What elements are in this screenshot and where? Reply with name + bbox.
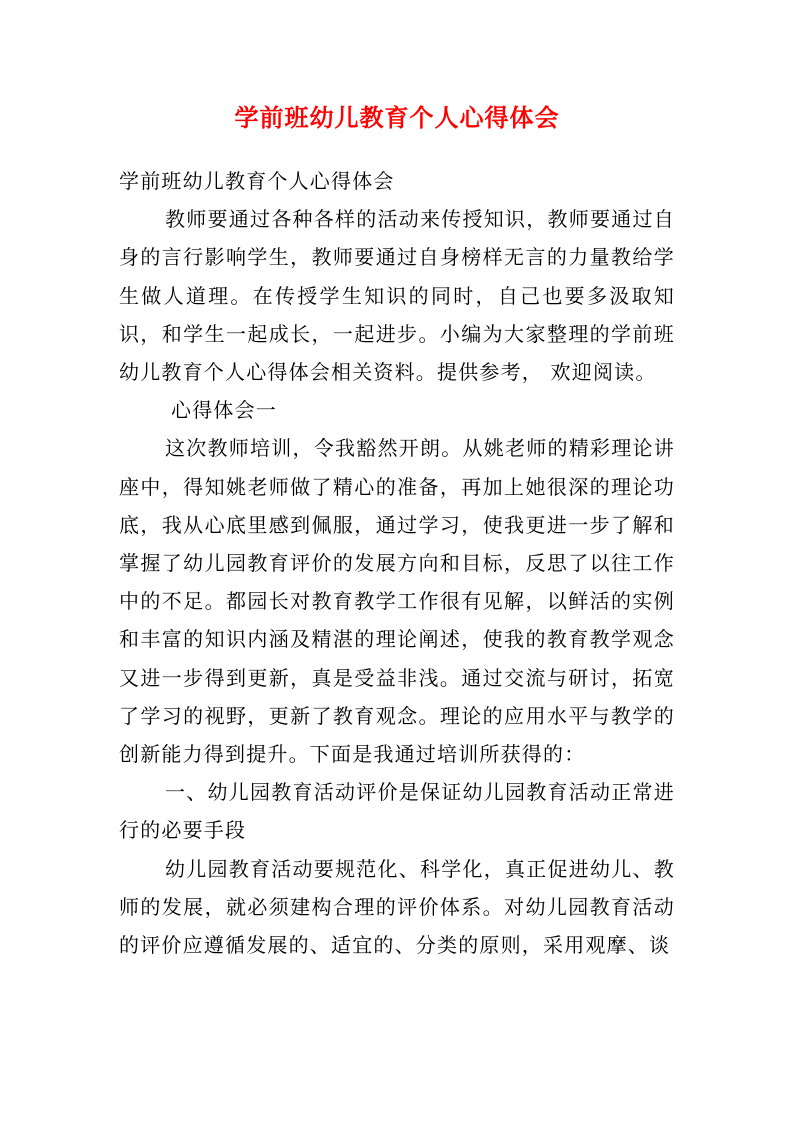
intro-paragraph: 教师要通过各种各样的活动来传授知识，教师要通过自身的言行影响学生，教师要通过自身榜样无言的力量教给学生做人道理。在传授学生知识的同时，自己也要多汲取知识，和学生一起成长，一起进步。小编为大家整理的学前班幼儿教育个人心得体会相关资料。提供参考， 欢迎阅读。 <box>119 207 675 385</box>
body-paragraph: 这次教师培训，令我豁然开朗。从姚老师的精彩理论讲座中，得知姚老师做了精心的准备，再加上她很深的理论功底，我从心底里感到佩服，通过学习，使我更进一步了解和掌握了幼儿园教育评价的发展方向和目标，反思了以往工作中的不足。都园长对教育教学工作很有见解，以鲜活的实例和丰富的知识内涵及精湛的理论阐述，使我的教育教学观念又进一步得到更新，真是受益非浅。通过交流与研讨，拓宽了学习的视野，更新了教育观念。理论的应用水平与教学的创新能力得到提升。下面是我通过培训所获得的： <box>119 436 675 767</box>
document-title: 学前班幼儿教育个人心得体会 <box>234 103 560 132</box>
subtitle-paragraph: 学前班幼儿教育个人心得体会 <box>119 169 395 193</box>
point-heading: 一、幼儿园教育活动评价是保证幼儿园教育活动正常进行的必要手段 <box>119 780 675 843</box>
section-heading: 心得体会一 <box>171 398 277 423</box>
document-body <box>119 162 675 964</box>
body-paragraph: 幼儿园教育活动要规范化、科学化，真正促进幼儿、教师的发展，就必须建构合理的评价体系。对幼儿园教育活动的评价应遵循发展的、适宜的、分类的原则，采用观摩、谈 <box>119 856 675 958</box>
